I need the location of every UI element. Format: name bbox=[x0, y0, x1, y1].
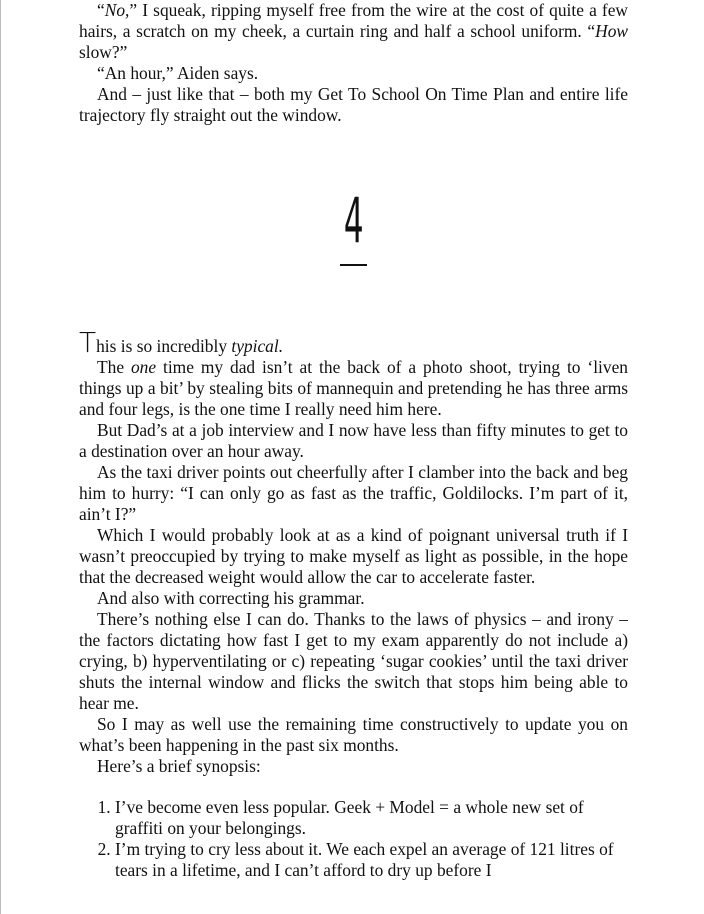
paragraph bbox=[79, 420, 628, 462]
paragraph bbox=[79, 84, 628, 126]
paragraph bbox=[79, 756, 628, 777]
text-run: The bbox=[97, 357, 131, 377]
italic-text: No, bbox=[104, 0, 130, 20]
paragraph bbox=[79, 609, 628, 714]
text-run: “An hour,” Aiden says. bbox=[97, 63, 259, 83]
top-text-block bbox=[79, 0, 628, 126]
text-run: As the taxi driver points out cheerfully after I clamber into the back and beg him to hurry: “I can only go as fast as the traffic, Goldilocks. I’m part of it, ain’t I?” bbox=[79, 462, 628, 524]
text-run: time my dad isn’t at the back of a photo shoot, trying to ‘liven things up a bit’ by stealing bits of mannequin and pretending he has three arms and four legs, is the one time I really need him here. bbox=[79, 357, 628, 419]
text-run: And – just like that – both my Get To School On Time Plan and entire life trajectory fly straight out the window. bbox=[79, 84, 628, 125]
paragraph bbox=[79, 63, 628, 84]
italic-text: typical. bbox=[231, 336, 284, 356]
text-run: So I may as well use the remaining time constructively to update you on what’s been happening in the past six months. bbox=[79, 714, 628, 755]
list-item: 2. I’m trying to cry less about it. We each expel an average of 121 litres of tears in a lifetime, and I can’t afford to dry up before I bbox=[115, 839, 628, 881]
paragraph bbox=[79, 0, 628, 63]
list-item: 1. I’ve become even less popular. Geek + Model = a whole new set of graffiti on your belongings. bbox=[115, 797, 628, 839]
text-run: Here’s a brief synopsis: bbox=[97, 756, 261, 776]
italic-text: one bbox=[130, 357, 157, 377]
text-run: slow?” bbox=[79, 42, 128, 62]
paragraph bbox=[79, 588, 628, 609]
chapter-first-paragraph bbox=[79, 326, 628, 359]
chapter-heading bbox=[79, 126, 628, 332]
book-page bbox=[79, 0, 628, 881]
synopsis-list bbox=[79, 797, 628, 881]
paragraph bbox=[79, 462, 628, 525]
chapter-number: 4 bbox=[343, 184, 364, 257]
text-run: ” I squeak, ripping myself free from the wire at the cost of quite a few hairs, a scratch on my cheek, a curtain ring and half a school uniform. “ bbox=[79, 0, 628, 41]
italic-text: How bbox=[595, 21, 628, 41]
paragraph bbox=[79, 525, 628, 588]
paragraph bbox=[79, 714, 628, 756]
chapter-underline bbox=[340, 264, 367, 266]
text-run: his is so incredibly bbox=[96, 336, 232, 356]
text-run: “ bbox=[97, 0, 105, 20]
text-run: Which I would probably look at as a kind of poignant universal truth if I wasn’t preoccupied by trying to make myself as light as possible, in the hope that the decreased weight would allow the car to accelerate faster. bbox=[79, 525, 628, 587]
chapter-body bbox=[79, 357, 628, 777]
page-edge-rule bbox=[0, 0, 1, 914]
paragraph bbox=[79, 357, 628, 420]
text-run: But Dad’s at a job interview and I now have less than fifty minutes to get to a destination over an hour away. bbox=[79, 420, 628, 461]
text-run: There’s nothing else I can do. Thanks to the laws of physics – and irony – the factors dictating how fast I get to my exam apparently do not include a) crying, b) hyperventilating or c) repeating ‘sugar cookies’ until the taxi driver shuts the internal window and flicks the switch that stops him being able to hear me. bbox=[79, 609, 628, 713]
text-run: And also with correcting his grammar. bbox=[97, 588, 365, 608]
drop-cap: T bbox=[79, 326, 97, 359]
